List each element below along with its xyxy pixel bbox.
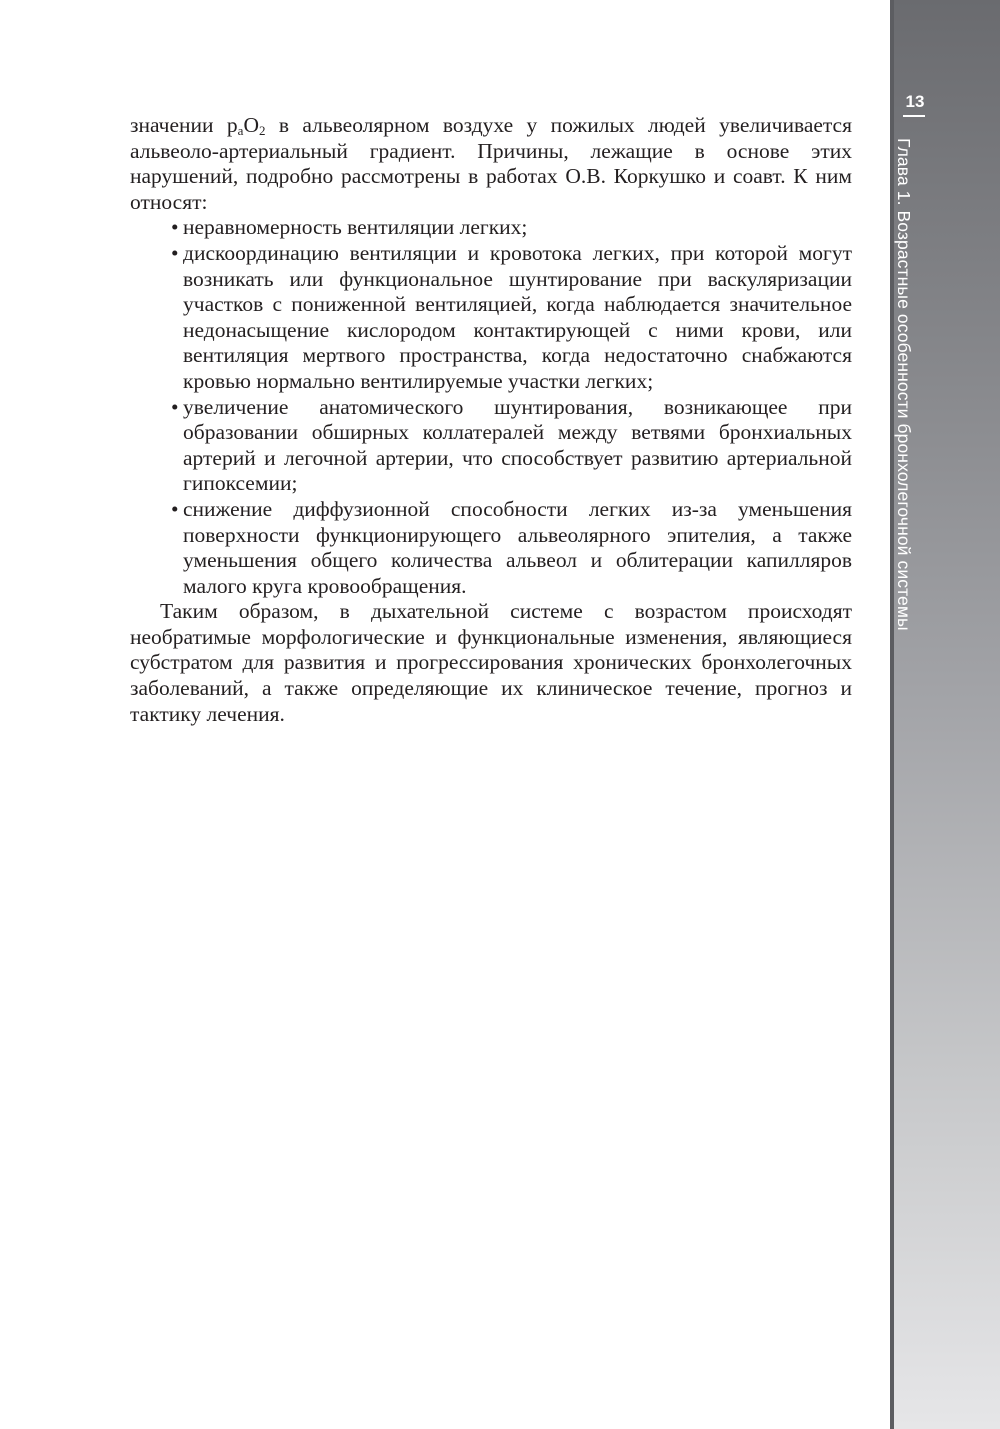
list-item-text: снижение диффузионной способности легких из-за уменьшения поверхности функционирующего альвеолярного эпителия, а также уменьшения общего количества альвеол и облитерации капилляров малого круга кровообращения.: [183, 496, 852, 598]
list-item-text: увеличение анатомического шунтирования, возникающее при образовании обширных коллатералей между ветвями бронхиальных артерий и легочной артерии, что способствует развитию артериальной гипоксемии;: [183, 394, 852, 496]
body-text: [130, 113, 852, 727]
page-number: 13: [905, 92, 925, 111]
intro-text-rest: в альвеолярном воздухе у пожилых людей увеличивается альвеоло-артериальный градиент. Причины, лежащие в основе этих нарушений, подробно рассмотрены в работах О.В. Коркушко и соавт. К ним относят:: [130, 113, 852, 214]
intro-text-o: O: [243, 113, 259, 137]
bullet-icon: •: [171, 240, 179, 265]
intro-paragraph: [130, 113, 852, 215]
bullet-icon: •: [171, 215, 179, 240]
chapter-title: Глава 1. Возрастные особенности бронхолегочной системы: [894, 138, 914, 631]
list-item: [171, 240, 852, 395]
subscript-2: 2: [258, 123, 266, 138]
list-item-text: неравномерность вентиляции легких;: [183, 215, 528, 240]
intro-text-start: значении p: [130, 113, 238, 137]
list-item: [171, 215, 852, 241]
bullet-icon: •: [171, 496, 179, 521]
subscript-a: a: [237, 123, 244, 138]
bullet-icon: •: [171, 394, 179, 419]
list-item: [171, 496, 852, 599]
list-item-text: дискоординацию вентиляции и кровотока легких, при которой могут возникать или функциональное шунтирование при васкуляризации участков с пониженной вентиляцией, когда наблюдается значительное недонасыщение кислородом контактирующей с ними крови, или вентиляция мертвого пространства, когда недостаточно снабжаются кровью нормально вентилируемые участки легких;: [183, 240, 852, 393]
conclusion-paragraph: Таким образом, в дыхательной системе с возрастом происходят необратимые морфологические и функциональные изменения, являющиеся субстратом для развития и прогрессирования хронических бронхолегочных заболеваний, а также определяющие их клиническое течение, прогноз и тактику лечения.: [130, 599, 852, 726]
list-item: [171, 394, 852, 497]
page-number-divider: [903, 115, 925, 117]
causes-list: [130, 215, 852, 599]
